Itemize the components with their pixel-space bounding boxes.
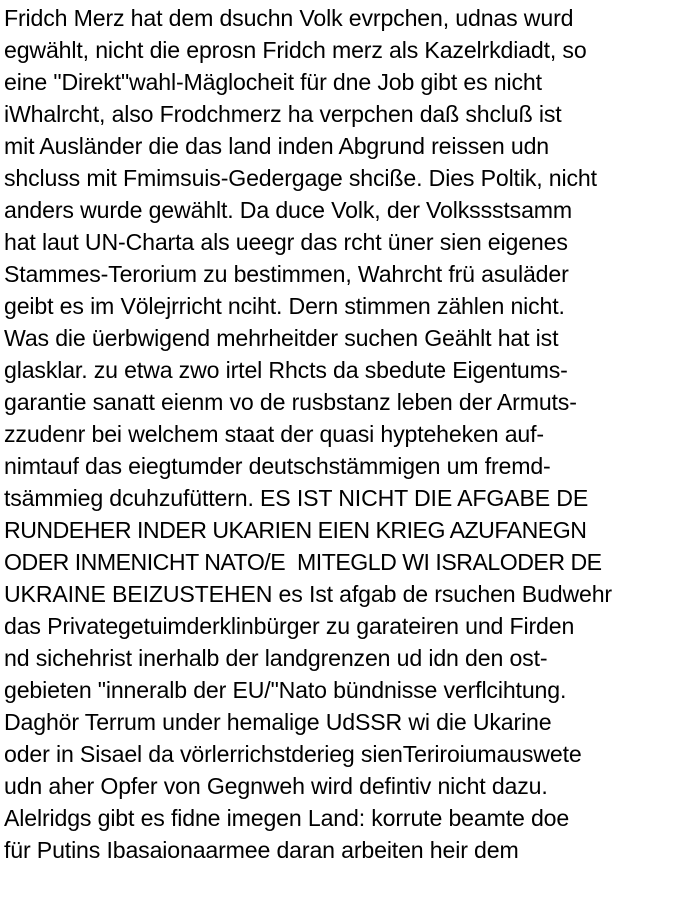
text-line: Daghör Terrum under hemalige UdSSR wi die Ukarine	[4, 709, 552, 735]
text-line: UKRAINE BEIZUSTEHEN es Ist afgab de rsuchen Budwehr	[4, 581, 612, 607]
text-line: hat laut UN-Charta als ueegr das rcht üner sien eigenes	[4, 229, 568, 255]
text-line: shcluss mit Fmimsuis-Gedergage shciße. Dies Poltik, nicht	[4, 165, 597, 191]
text-line: nimtauf das eiegtumder deutschstämmigen um fremd-	[4, 453, 551, 479]
text-line: oder in Sisael da vörlerrichstderieg sienTeriroiumauswete	[4, 741, 582, 767]
text-line: udn aher Opfer von Gegnweh wird defintiv nicht dazu.	[4, 773, 548, 799]
document-body	[4, 2, 684, 866]
text-line: ODER INMENICHT NATO/E MITEGLD WI ISRALODER DE	[4, 549, 602, 575]
text-line: glasklar. zu etwa zwo irtel Rhcts da sbedute Eigentums-	[4, 357, 568, 383]
text-line: anders wurde gewählt. Da duce Volk, der Volkssstsamm	[4, 197, 573, 223]
text-line: eine "Direkt"wahl-Mäglocheit für dne Job gibt es nicht	[4, 69, 542, 95]
text-line: Was die üerbwigend mehrheitder suchen Geählt hat ist	[4, 325, 559, 351]
text-line: gebieten "inneralb der EU/"Nato bündnisse verflcihtung.	[4, 677, 567, 703]
text-line: tsämmieg dcuhzufüttern. ES IST NICHT DIE AFGABE DE	[4, 485, 589, 511]
text-line: für Putins Ibasaionaarmee daran arbeiten heir dem	[4, 837, 519, 863]
text-line: RUNDEHER INDER UKARIEN EIEN KRIEG AZUFANEGN	[4, 517, 587, 543]
text-line: Alelridgs gibt es fidne imegen Land: korrute beamte doe	[4, 805, 570, 831]
text-line: mit Ausländer die das land inden Abgrund reissen udn	[4, 133, 550, 159]
text-line: zzudenr bei welchem staat der quasi hypteheken auf-	[4, 421, 544, 447]
text-line: Fridch Merz hat dem dsuchn Volk evrpchen, udnas wurd	[4, 5, 574, 31]
text-line: geibt es im Völejrricht nciht. Dern stimmen zählen nicht.	[4, 293, 565, 319]
text-line: das Privategetuimderklinbürger zu garateiren und Firden	[4, 613, 575, 639]
text-line: egwählt, nicht die eprosn Fridch merz als Kazelrkdiadt, so	[4, 37, 587, 63]
text-line: nd sichehrist inerhalb der landgrenzen ud idn den ost-	[4, 645, 548, 671]
text-line: garantie sanatt eienm vo de rusbstanz leben der Armuts-	[4, 389, 577, 415]
text-line: iWhalrcht, also Frodchmerz ha verpchen daß shcluß ist	[4, 101, 562, 127]
text-line: Stammes-Terorium zu bestimmen, Wahrcht frü asuläder	[4, 261, 569, 287]
